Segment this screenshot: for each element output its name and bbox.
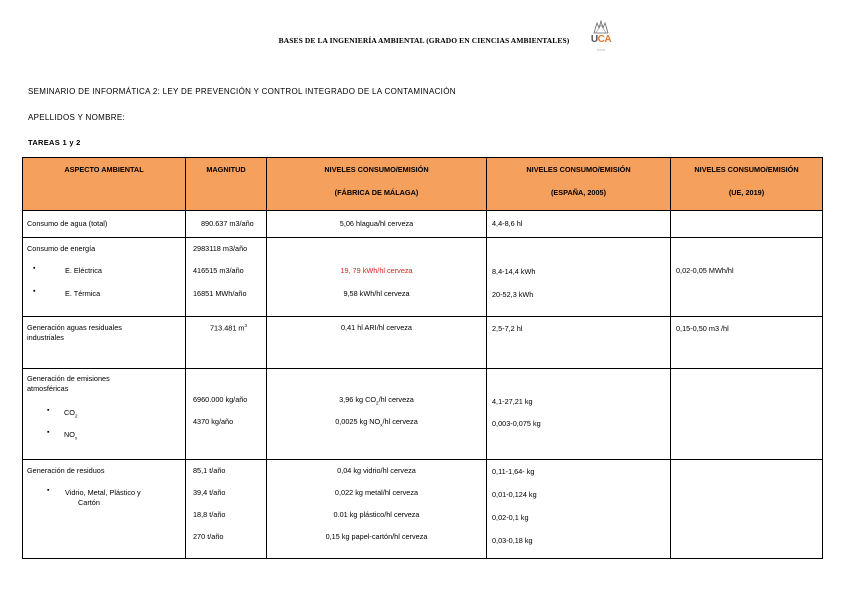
uca-logo [588, 20, 614, 62]
eu-cell [671, 369, 823, 460]
header-aspect: ASPECTO AMBIENTAL [23, 158, 186, 211]
spain-cell: 4,1-27,21 kg 0,003-0,075 kg [487, 369, 671, 460]
malaga-cell: 19, 79 kWh/hl cerveza 9,58 kWh/hl cerveza [267, 238, 487, 317]
spain-cell: 0,11-1,64- kg 0,01-0,124 kg 0,02-0,1 kg 0,03-0,18 kg [487, 460, 671, 559]
table-row [23, 211, 823, 238]
header-malaga: NIVELES CONSUMO/EMISIÓN (FÁBRICA DE MÁLAGA) [267, 158, 487, 211]
document-header: BASES DE LA INGENIERÍA AMBIENTAL (GRADO EN CIENCIAS AMBIENTALES) [278, 36, 570, 45]
bullet-icon: ▪ [33, 288, 36, 295]
environmental-table [22, 157, 823, 559]
table-row [23, 369, 823, 460]
malaga-cell: 0,04 kg vidrio/hl cerveza 0,022 kg metal/hl cerveza 0.01 kg plástico/hl cerveza 0,15 kg papel-cartón/hl cerveza [267, 460, 487, 559]
bullet-icon: ▪ [33, 265, 36, 272]
bullet-icon: ▪ [47, 487, 50, 494]
eu-cell [671, 460, 823, 559]
magnitude-cell: 713.481 $m^3$ [186, 317, 267, 369]
table-header-row [23, 158, 823, 211]
spain-cell: 2,5-7,2 hl [487, 317, 671, 369]
table-row [23, 317, 823, 369]
eu-cell [671, 211, 823, 238]
magnitude-cell: 2983118 m3/año 416515 m3/año 16851 MWh/año [186, 238, 267, 317]
bullet-icon: ▪ [47, 407, 50, 414]
header-eu: NIVELES CONSUMO/EMISIÓN (UE, 2019) [671, 158, 823, 211]
spain-cell: 4,4-8,6 hl [487, 211, 671, 238]
bullet-icon: ▪ [47, 429, 50, 436]
malaga-cell: 5,06 hlagua/hl cerveza [267, 211, 487, 238]
crest-icon [592, 20, 610, 34]
malaga-cell: 0,41 hl ARI/hl cerveza [267, 317, 487, 369]
logo-text: UCA [590, 34, 612, 45]
logo-caption: ▭▭▭ [596, 48, 606, 52]
table-row [23, 238, 823, 317]
aspect-cell: Generación de residuos ▪ Vidrio, Metal, Plástico y Cartón [23, 460, 186, 559]
aspect-cell: Consumo de agua (total) [23, 211, 186, 238]
header-spain: NIVELES CONSUMO/EMISIÓN (ESPAÑA, 2005) [487, 158, 671, 211]
spain-cell: 8,4-14,4 kWh 20-52,3 kWh [487, 238, 671, 317]
magnitude-cell: 6960.000 kg/año 4370 kg/año [186, 369, 267, 460]
aspect-cell: Consumo de energía ▪ E. Eléctrica ▪ E. Térmica [23, 238, 186, 317]
malaga-cell: 3,96 kg $CO_2/hl$ cerveza 0,0025 kg $NO_x/hl$ cerveza [267, 369, 487, 460]
eu-cell: 0,15-0,50 m3 /hl [671, 317, 823, 369]
table-row [23, 460, 823, 559]
tasks-label: TAREAS 1 y 2 [28, 138, 81, 147]
magnitude-cell: 85,1 t/año 39,4 t/año 18,8 t/año 270 t/año [186, 460, 267, 559]
aspect-cell: Generación aguas residuales industriales [23, 317, 186, 369]
eu-cell: 0,02-0,05 MWh/hl [671, 238, 823, 317]
aspect-cell: Generación de emisiones atmosféricas ▪ $CO_2$ ▪ $NO_x$ [23, 369, 186, 460]
name-label: APELLIDOS Y NOMBRE: [28, 113, 125, 122]
seminar-title: SEMINARIO DE INFORMÁTICA 2: LEY DE PREVENCIÓN Y CONTROL INTEGRADO DE LA CONTAMINACIÓN [28, 87, 456, 96]
header-magnitude: MAGNITUD [186, 158, 267, 211]
magnitude-cell: 890.637 m3/año [186, 211, 267, 238]
